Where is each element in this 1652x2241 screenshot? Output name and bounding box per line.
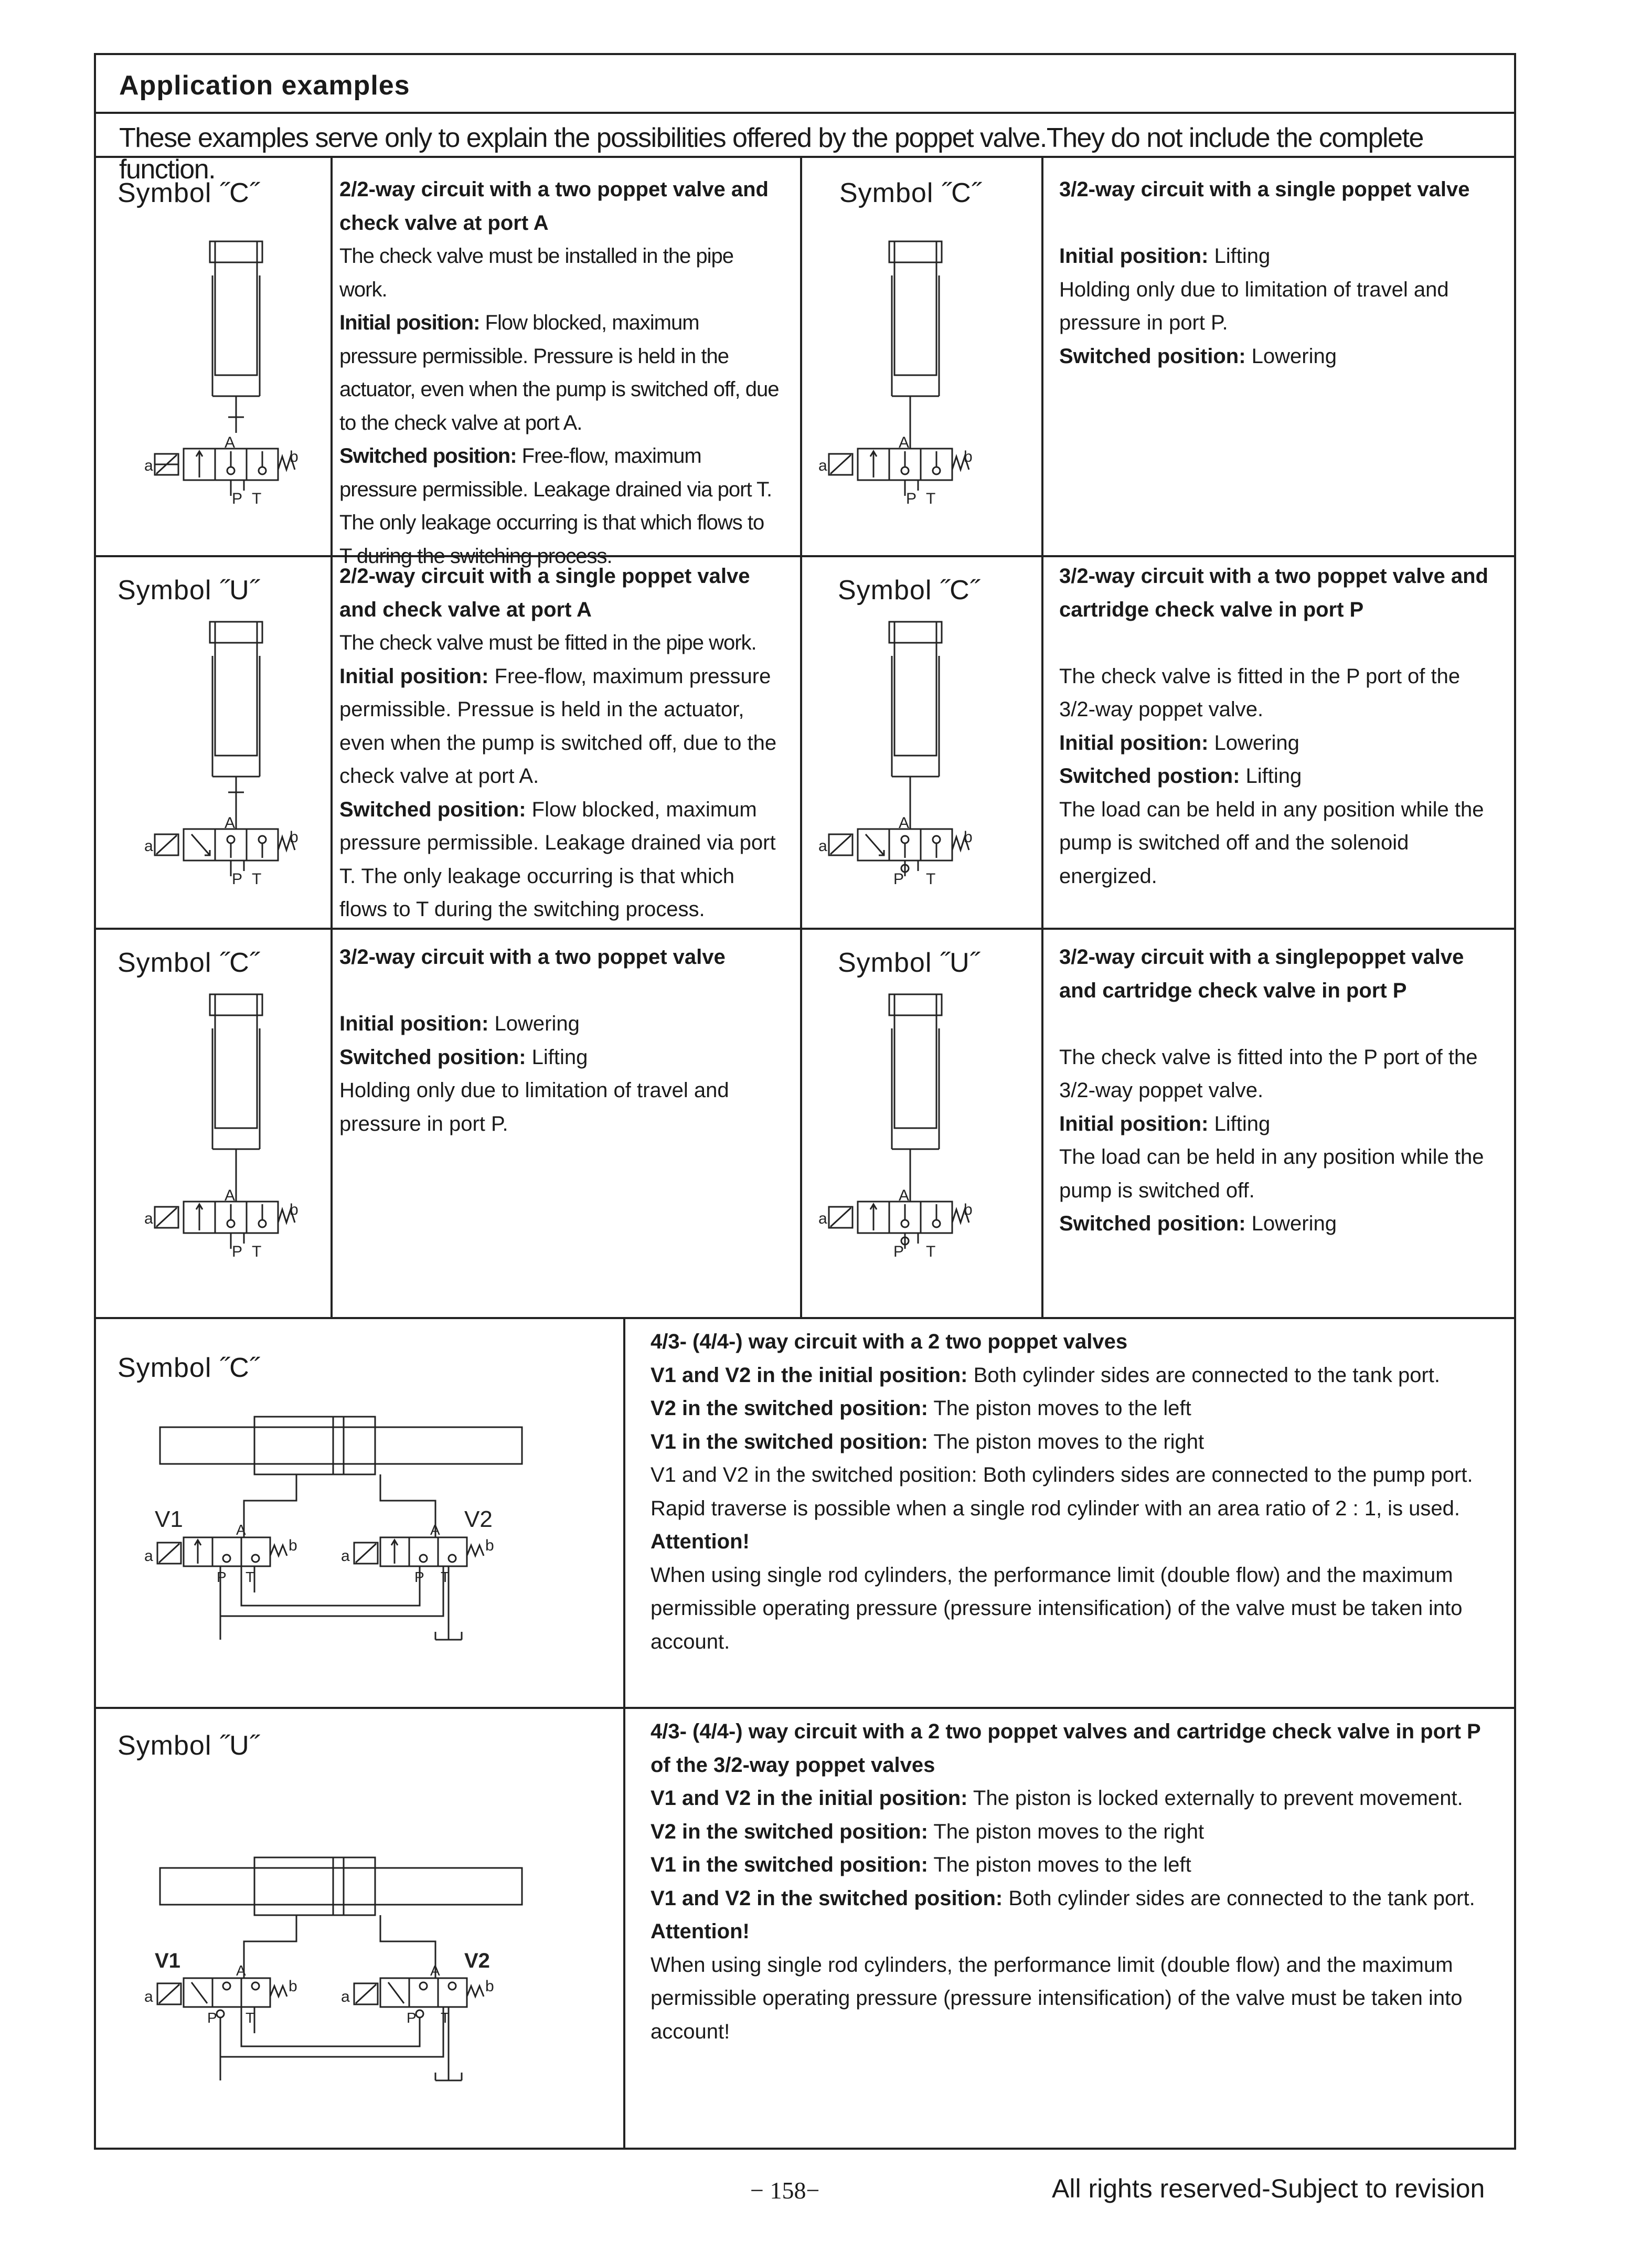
example-heading: 3/2-way circuit with a two poppet valve and cartridge check valve in port P <box>1059 565 1488 621</box>
desc-line: V2 in the switched position: The piston moves to the left <box>651 1397 1191 1420</box>
port-a-label: a <box>144 1988 153 2005</box>
port-a-label: a <box>144 1547 153 1565</box>
port-T-label: T <box>926 870 936 888</box>
valve-v1-label: V1 <box>155 1949 180 1972</box>
desc-line: Switched position: Lowering <box>1059 1212 1337 1235</box>
desc-line: The check valve must be fitted in the pipe work. <box>339 631 756 654</box>
example-heading: 4/3- (4/4-) way circuit with a 2 two poppet valves and cartridge check valve in port P of the 3/2-way poppet valves <box>651 1720 1480 1777</box>
desc-line: V2 in the switched position: The piston moves to the right <box>651 1820 1205 1843</box>
symbol-label: Symbol ˝C˝ <box>839 178 982 208</box>
desc-line: Initial position: Flow blocked, maximum pressure permissible. Pressure is held in the actuator, even when the pump is switched off, due to the check valve at port A. <box>339 311 779 434</box>
example-heading: 4/3- (4/4-) way circuit with a 2 two poppet valves <box>651 1330 1128 1353</box>
intro-text: These examples serve only to explain the possibilities offered by the poppet valve.They do not include the complete function. <box>96 114 1514 158</box>
port-T-label: T <box>246 2010 255 2026</box>
port-P-label: P <box>207 2010 217 2026</box>
desc-line: The load can be held in any position while the pump is switched off. <box>1059 1145 1484 1202</box>
example-heading: 3/2-way circuit with a two poppet valve <box>339 946 726 969</box>
example-description <box>1059 173 1500 373</box>
port-A-label: A <box>225 434 236 451</box>
desc-line: Rapid traverse is possible when a single rod cylinder with an area ratio of 2 : 1, is used. <box>651 1496 1461 1520</box>
page-number: − 158− <box>750 2177 820 2204</box>
port-b-label: b <box>289 1978 297 1995</box>
port-T-label: T <box>926 490 936 507</box>
desc-line <box>1059 1007 1500 1041</box>
port-A-label: A <box>225 814 236 832</box>
rights-notice: All rights reserved-Subject to revision <box>1052 2174 1485 2203</box>
port-A-label: A <box>430 1522 440 1538</box>
circuit-diagram <box>134 1406 553 1658</box>
row-divider <box>96 1707 1514 1709</box>
port-T-label: T <box>246 1569 255 1585</box>
port-A-label: A <box>899 1187 910 1204</box>
desc-line <box>339 974 779 1008</box>
desc-line: When using single rod cylinders, the performance limit (double flow) and the maximum permissible operating pressure (pressure intensification) of the valve must be taken into account! <box>651 1953 1463 2043</box>
port-P-label: P <box>232 1243 243 1260</box>
desc-line: Initial position: Lowering <box>339 1012 580 1035</box>
desc-line: Switched position: Lifting <box>339 1045 588 1069</box>
desc-line: Switched position: Flow blocked, maximum pressure permissible. Leakage drained via port T. The only leakage occurring is that which flows to T during the switching process. <box>339 798 776 921</box>
desc-line: V1 and V2 in the initial position: Both cylinder sides are connected to the tank port. <box>651 1363 1441 1387</box>
circuit-diagram <box>816 619 973 892</box>
port-b-label: b <box>290 448 299 465</box>
symbol-label: Symbol ˝U˝ <box>118 1730 260 1761</box>
valve-v1-label: V1 <box>155 1506 183 1532</box>
port-A-label: A <box>899 434 910 451</box>
example-heading: 2/2-way circuit with a single poppet valve and check valve at port A <box>339 565 750 621</box>
column-divider <box>331 158 333 1318</box>
circuit-diagram <box>816 992 973 1265</box>
row-divider <box>96 928 1514 930</box>
desc-line: Holding only due to limitation of travel and pressure in port P. <box>1059 278 1449 334</box>
port-T-label: T <box>441 1569 450 1585</box>
port-b-label: b <box>289 1537 297 1554</box>
port-P-label: P <box>893 870 904 888</box>
valve-v2-label: V2 <box>464 1506 493 1532</box>
port-b-label: b <box>290 1201 299 1218</box>
desc-line: Initial position: Lowering <box>1059 731 1299 755</box>
port-P-label: P <box>906 490 917 507</box>
symbol-label: Symbol ˝C˝ <box>118 178 260 208</box>
example-description <box>651 1325 1503 1659</box>
port-A-label: A <box>225 1187 236 1204</box>
desc-line: The check valve must be installed in the pipe work. <box>339 245 733 301</box>
desc-line: Attention! <box>651 1920 750 1943</box>
port-a-label: a <box>144 1210 153 1227</box>
symbol-label: Symbol ˝U˝ <box>118 575 260 606</box>
port-A-label: A <box>430 1962 440 1979</box>
example-description <box>339 173 779 573</box>
port-b-label: b <box>485 1978 494 1995</box>
port-b-label: b <box>485 1537 494 1554</box>
circuit-diagram <box>816 239 973 512</box>
desc-line: Switched position: Lowering <box>1059 344 1337 368</box>
row-divider <box>96 1317 1514 1319</box>
desc-line: The check valve is fitted in the P port of the 3/2-way poppet valve. <box>1059 664 1461 721</box>
desc-line: Holding only due to limitation of travel and pressure in port P. <box>339 1079 729 1135</box>
example-description <box>1059 941 1500 1241</box>
example-description <box>651 1715 1503 2048</box>
symbol-label: Symbol ˝C˝ <box>838 575 980 606</box>
circuit-diagram <box>134 1847 553 2099</box>
column-divider <box>800 158 802 1318</box>
desc-line: When using single rod cylinders, the performance limit (double flow) and the maximum permissible operating pressure (pressure intensification) of the valve must be taken into account. <box>651 1563 1463 1653</box>
port-b-label: b <box>964 829 973 846</box>
valve-v2-label: V2 <box>464 1949 490 1972</box>
port-T-label: T <box>252 1243 262 1260</box>
circuit-diagram <box>142 619 299 892</box>
column-divider <box>1041 158 1043 1318</box>
port-a-label: a <box>818 837 827 855</box>
desc-line: V1 and V2 in the switched position: Both cylinders sides are connected to the pump port. <box>651 1463 1473 1486</box>
desc-line: Initial position: Lifting <box>1059 245 1271 268</box>
port-a-label: a <box>341 1988 350 2005</box>
desc-line: V1 in the switched position: The piston moves to the left <box>651 1853 1191 1876</box>
port-b-label: b <box>964 448 973 465</box>
desc-line: Initial position: Lifting <box>1059 1112 1271 1135</box>
port-b-label: b <box>290 829 299 846</box>
example-description <box>339 560 779 927</box>
desc-line <box>1059 626 1500 660</box>
row-divider <box>96 555 1514 557</box>
port-a-label: a <box>341 1547 350 1565</box>
page-title: Application examples <box>96 55 1514 114</box>
example-heading: 3/2-way circuit with a singlepoppet valve and cartridge check valve in port P <box>1059 946 1464 1002</box>
desc-line: V1 in the switched position: The piston moves to the right <box>651 1430 1205 1453</box>
desc-line <box>1059 207 1500 240</box>
example-heading: 3/2-way circuit with a single poppet valve <box>1059 178 1470 201</box>
symbol-label: Symbol ˝C˝ <box>118 1353 260 1383</box>
port-b-label: b <box>964 1201 973 1218</box>
port-a-label: a <box>818 1210 827 1227</box>
desc-line: Initial position: Free-flow, maximum pressure permissible. Pressue is held in the actuator, even when the pump is switched off, due to the check valve at port A. <box>339 664 777 788</box>
desc-line: Switched postion: Lifting <box>1059 764 1302 788</box>
desc-line: Attention! <box>651 1530 750 1553</box>
circuit-diagram <box>142 239 299 512</box>
desc-line: The load can be held in any position while the pump is switched off and the solenoid energized. <box>1059 798 1484 888</box>
port-A-label: A <box>236 1962 246 1979</box>
port-T-label: T <box>926 1243 936 1260</box>
desc-line: The check valve is fitted into the P port of the 3/2-way poppet valve. <box>1059 1045 1478 1102</box>
column-divider <box>623 1318 625 2149</box>
port-A-label: A <box>236 1522 246 1538</box>
example-description <box>1059 560 1500 893</box>
port-P-label: P <box>232 490 243 507</box>
port-P-label: P <box>893 1243 904 1260</box>
symbol-label: Symbol ˝C˝ <box>118 948 260 978</box>
port-a-label: a <box>144 457 153 474</box>
port-P-label: P <box>414 1569 424 1585</box>
example-description <box>339 941 779 1141</box>
desc-line: Switched position: Free-flow, maximum pressure permissible. Leakage drained via port T. The only leakage occurring is that which flows to T during the switching process. <box>339 444 772 568</box>
desc-line: V1 and V2 in the switched position: Both cylinder sides are connected to the tank port. <box>651 1886 1475 1910</box>
symbol-label: Symbol ˝U˝ <box>838 948 980 978</box>
circuit-diagram <box>142 992 299 1265</box>
port-P-label: P <box>232 870 243 888</box>
example-heading: 2/2-way circuit with a two poppet valve and check valve at port A <box>339 178 769 235</box>
port-P-label: P <box>407 2010 417 2026</box>
port-T-label: T <box>252 870 262 888</box>
port-a-label: a <box>818 457 827 474</box>
port-T-label: T <box>441 2010 450 2026</box>
desc-line: V1 and V2 in the initial position: The piston is locked externally to prevent movement. <box>651 1787 1463 1810</box>
port-P-label: P <box>217 1569 227 1585</box>
port-T-label: T <box>252 490 262 507</box>
port-a-label: a <box>144 837 153 855</box>
port-A-label: A <box>899 814 910 832</box>
